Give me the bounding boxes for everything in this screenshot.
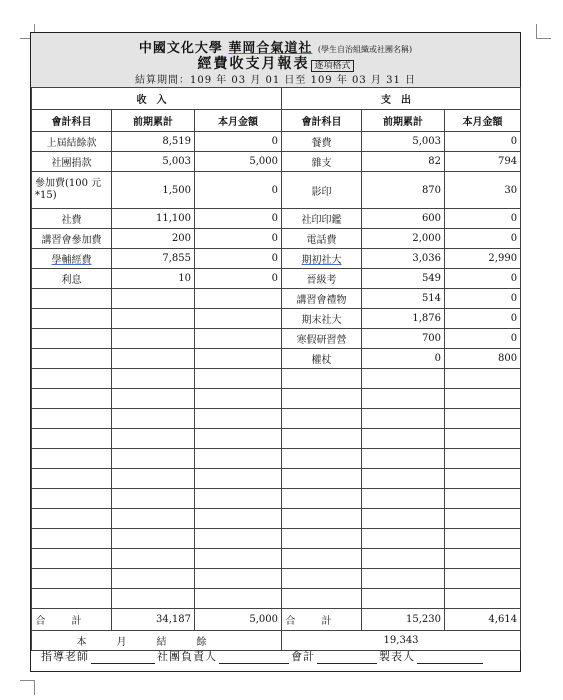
settlement-period: 結算期間：109 年 03 月 01 日至 109 年 03 月 31 日 (134, 75, 417, 86)
expense-cur-cell: 0 (445, 289, 521, 309)
blank-cell (282, 549, 362, 569)
balance-value: 19,343 (282, 631, 521, 651)
section-header-row (32, 88, 521, 110)
expense-cur-cell: 0 (445, 309, 521, 329)
income-col-prev: 前期累計 (112, 110, 195, 132)
income-total-prev: 34,187 (112, 609, 195, 631)
blank-cell (362, 589, 445, 609)
expense-item-cell: 期末社大 (282, 309, 362, 329)
income-prev-cell: 7,855 (112, 249, 195, 269)
income-prev-cell (112, 329, 195, 349)
blank-cell (32, 529, 112, 549)
income-cur-cell (195, 289, 282, 309)
blank-cell (32, 369, 112, 389)
income-item-cell (32, 329, 112, 349)
expense-cur-cell: 0 (445, 269, 521, 289)
income-item-cell: 社團捐款 (32, 152, 112, 172)
income-prev-cell (112, 349, 195, 369)
expense-item-cell: 權杖 (282, 349, 362, 369)
page-corner-mark (536, 24, 551, 39)
expense-cur-cell: 0 (445, 329, 521, 349)
blank-cell (282, 369, 362, 389)
blank-cell (112, 569, 195, 589)
blank-cell (32, 429, 112, 449)
income-cur-cell: 0 (195, 229, 282, 249)
blank-cell (362, 429, 445, 449)
blank-cell (112, 509, 195, 529)
report-header (31, 33, 520, 88)
expense-item-cell: 雜支 (282, 152, 362, 172)
blank-cell (282, 489, 362, 509)
sign-preparer-label: 製表人 (379, 650, 415, 663)
income-prev-cell: 1,500 (112, 172, 195, 209)
ledger-row (32, 269, 521, 289)
income-cur-cell: 0 (195, 172, 282, 209)
blank-cell (445, 449, 521, 469)
income-cur-cell (195, 309, 282, 329)
expense-col-prev: 前期累計 (362, 110, 445, 132)
blank-cell (195, 429, 282, 449)
blank-cell (112, 469, 195, 489)
ledger-row (32, 329, 521, 349)
sign-leader-field[interactable] (219, 651, 289, 664)
sign-advisor-label: 指導老師 (41, 650, 89, 663)
blank-cell (445, 369, 521, 389)
income-cur-cell: 5,000 (195, 152, 282, 172)
sign-accountant-label: 會計 (291, 650, 315, 663)
income-prev-cell (112, 289, 195, 309)
sign-leader-label: 社團負責人 (157, 650, 217, 663)
column-header-row (32, 110, 521, 132)
blank-cell (445, 549, 521, 569)
income-cur-cell: 0 (195, 132, 282, 152)
blank-cell (445, 409, 521, 429)
expense-section-label: 支出 (282, 88, 521, 110)
blank-cell (445, 509, 521, 529)
expense-prev-cell: 514 (362, 289, 445, 309)
blank-cell (32, 509, 112, 529)
expense-item-cell: 餐費 (282, 132, 362, 152)
expense-prev-cell: 870 (362, 172, 445, 209)
signature-line (41, 648, 521, 664)
expense-cur-cell: 0 (445, 229, 521, 249)
blank-cell (112, 369, 195, 389)
blank-cell (282, 569, 362, 589)
expense-prev-cell: 700 (362, 329, 445, 349)
blank-cell (282, 429, 362, 449)
expense-prev-cell: 1,876 (362, 309, 445, 329)
income-item-cell (32, 309, 112, 329)
income-prev-cell (112, 309, 195, 329)
blank-cell (445, 489, 521, 509)
income-cur-cell: 0 (195, 249, 282, 269)
income-item-cell: 利息 (32, 269, 112, 289)
blank-cell (112, 589, 195, 609)
blank-cell (282, 389, 362, 409)
blank-ledger-row (32, 469, 521, 489)
blank-cell (362, 469, 445, 489)
income-item-cell (32, 289, 112, 309)
expense-prev-cell: 2,000 (362, 229, 445, 249)
income-section-label: 收入 (32, 88, 282, 110)
blank-cell (362, 509, 445, 529)
blank-cell (195, 369, 282, 389)
blank-cell (282, 589, 362, 609)
blank-ledger-row (32, 369, 521, 389)
income-total-label: 合計 (32, 609, 112, 631)
ledger-row (32, 289, 521, 309)
blank-cell (282, 409, 362, 429)
blank-cell (362, 529, 445, 549)
income-col-cur: 本月金額 (195, 110, 282, 132)
club-note: (學生自治組織或社團名稱) (317, 45, 413, 54)
income-cur-cell (195, 329, 282, 349)
income-item-cell: 學輔經費 (32, 249, 112, 269)
income-cur-cell: 0 (195, 269, 282, 289)
blank-ledger-row (32, 569, 521, 589)
blank-cell (112, 529, 195, 549)
blank-cell (195, 529, 282, 549)
income-col-item: 會計科目 (32, 110, 112, 132)
ledger-row (32, 172, 521, 209)
income-item-cell (32, 349, 112, 369)
blank-ledger-row (32, 549, 521, 569)
blank-ledger-row (32, 389, 521, 409)
expense-cur-cell: 794 (445, 152, 521, 172)
income-prev-cell: 11,100 (112, 209, 195, 229)
blank-cell (362, 449, 445, 469)
sign-advisor-field[interactable] (91, 651, 155, 664)
expense-prev-cell: 5,003 (362, 132, 445, 152)
sign-accountant-field[interactable] (317, 651, 377, 664)
blank-cell (282, 529, 362, 549)
blank-cell (32, 549, 112, 569)
expense-item-cell: 影印 (282, 172, 362, 209)
expense-item-cell: 晉級考 (282, 269, 362, 289)
blank-cell (195, 509, 282, 529)
blank-cell (195, 449, 282, 469)
report-sheet (30, 32, 521, 672)
blank-cell (282, 449, 362, 469)
blank-cell (445, 589, 521, 609)
blank-cell (362, 369, 445, 389)
expense-total-label: 合計 (282, 609, 362, 631)
ledger-row (32, 349, 521, 369)
expense-item-cell: 期初社大 (282, 249, 362, 269)
blank-cell (362, 549, 445, 569)
income-cur-cell (195, 349, 282, 369)
club-name: 華岡合氣道社 (228, 41, 313, 56)
ledger-row (32, 249, 521, 269)
blank-cell (195, 569, 282, 589)
income-total-cur: 5,000 (195, 609, 282, 631)
blank-cell (362, 389, 445, 409)
balance-label: 本月結餘 (32, 631, 282, 651)
expense-col-cur: 本月金額 (445, 110, 521, 132)
expense-item-cell: 電話費 (282, 229, 362, 249)
blank-cell (32, 469, 112, 489)
form-title-line (31, 53, 520, 73)
form-tag: 逐項格式 (311, 60, 353, 72)
blank-cell (445, 389, 521, 409)
blank-cell (362, 569, 445, 589)
blank-cell (112, 409, 195, 429)
blank-ledger-row (32, 449, 521, 469)
ledger-row (32, 132, 521, 152)
expense-prev-cell: 82 (362, 152, 445, 172)
form-title: 經費收支月報表 (197, 56, 310, 72)
blank-cell (195, 389, 282, 409)
blank-cell (195, 489, 282, 509)
blank-cell (445, 569, 521, 589)
blank-cell (112, 429, 195, 449)
blank-ledger-row (32, 509, 521, 529)
ledger-table (31, 87, 521, 651)
income-prev-cell: 10 (112, 269, 195, 289)
expense-cur-cell: 30 (445, 172, 521, 209)
blank-cell (195, 469, 282, 489)
expense-prev-cell: 600 (362, 209, 445, 229)
expense-cur-cell: 0 (445, 209, 521, 229)
school-name: 中國文化大學 (138, 41, 223, 56)
expense-total-cur: 4,614 (445, 609, 521, 631)
expense-prev-cell: 0 (362, 349, 445, 369)
sign-preparer-field[interactable] (417, 651, 483, 664)
ledger-row (32, 209, 521, 229)
blank-cell (195, 589, 282, 609)
income-cur-cell: 0 (195, 209, 282, 229)
expense-prev-cell: 549 (362, 269, 445, 289)
income-item-cell: 上屆結餘款 (32, 132, 112, 152)
ledger-row (32, 152, 521, 172)
blank-cell (282, 469, 362, 489)
expense-cur-cell: 0 (445, 132, 521, 152)
totals-row (32, 609, 521, 631)
blank-cell (32, 409, 112, 429)
blank-cell (362, 489, 445, 509)
blank-cell (32, 449, 112, 469)
blank-cell (195, 409, 282, 429)
blank-cell (445, 469, 521, 489)
blank-cell (445, 529, 521, 549)
expense-item-cell: 講習會禮物 (282, 289, 362, 309)
blank-ledger-row (32, 429, 521, 449)
blank-cell (32, 389, 112, 409)
blank-cell (112, 489, 195, 509)
blank-cell (445, 429, 521, 449)
blank-cell (282, 509, 362, 529)
blank-cell (32, 589, 112, 609)
expense-cur-cell: 800 (445, 349, 521, 369)
income-item-cell: 講習會參加費 (32, 229, 112, 249)
income-item-cell: 社費 (32, 209, 112, 229)
income-item-cell: 參加費(100 元*15) (32, 172, 112, 209)
ledger-row (32, 309, 521, 329)
expense-total-prev: 15,230 (362, 609, 445, 631)
blank-cell (362, 409, 445, 429)
blank-cell (32, 569, 112, 589)
income-prev-cell: 8,519 (112, 132, 195, 152)
blank-ledger-row (32, 589, 521, 609)
blank-cell (32, 489, 112, 509)
ledger-row (32, 229, 521, 249)
blank-ledger-row (32, 489, 521, 509)
blank-cell (195, 549, 282, 569)
blank-cell (112, 449, 195, 469)
blank-cell (112, 389, 195, 409)
blank-ledger-row (32, 529, 521, 549)
expense-col-item: 會計科目 (282, 110, 362, 132)
blank-ledger-row (32, 409, 521, 429)
expense-item-cell: 寒假研習營 (282, 329, 362, 349)
income-prev-cell: 200 (112, 229, 195, 249)
page-corner-mark (20, 680, 35, 695)
expense-item-cell: 社印印鑑 (282, 209, 362, 229)
expense-cur-cell: 2,990 (445, 249, 521, 269)
income-prev-cell: 5,003 (112, 152, 195, 172)
blank-cell (112, 549, 195, 569)
expense-prev-cell: 3,036 (362, 249, 445, 269)
